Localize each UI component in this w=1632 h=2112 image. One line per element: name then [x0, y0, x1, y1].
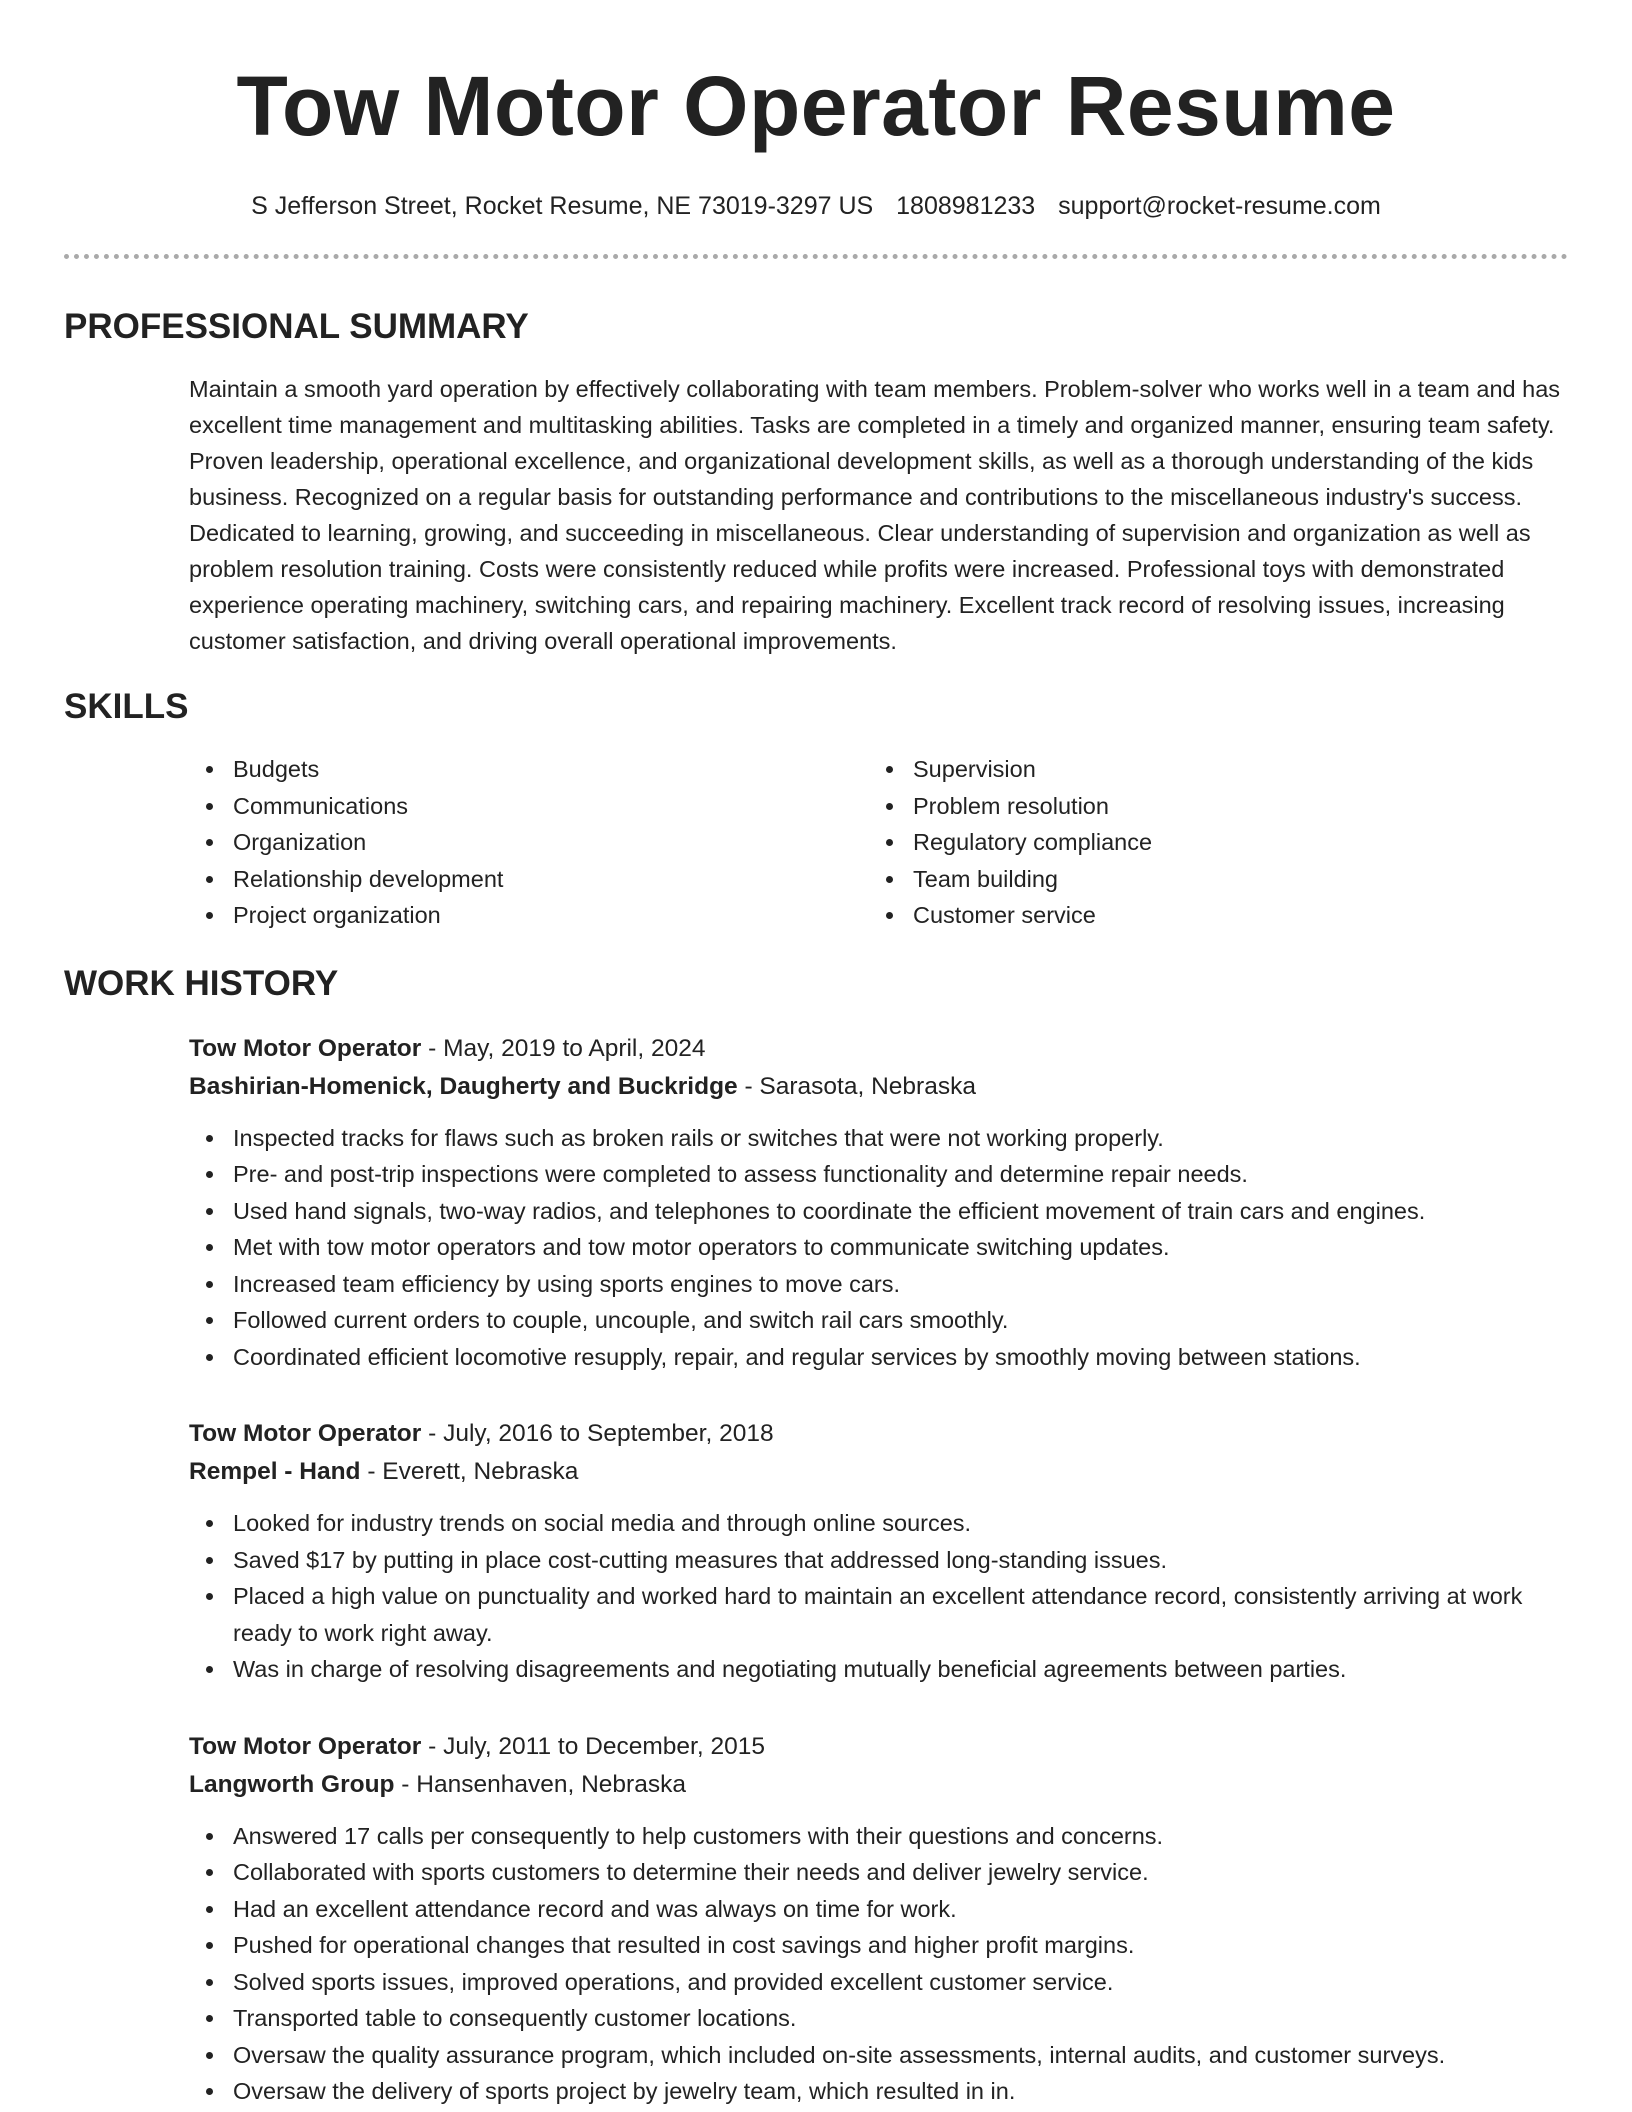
skill-item: Budgets: [189, 751, 869, 788]
job-title: Tow Motor Operator: [189, 1732, 422, 1760]
job-title-line: [189, 1728, 1568, 1766]
job-entry: [189, 1030, 1568, 1376]
contact-line: [64, 190, 1568, 222]
skill-item: Regulatory compliance: [869, 824, 1549, 861]
skill-item: Project organization: [189, 897, 869, 934]
work-history-heading: WORK HISTORY: [64, 963, 339, 1003]
job-dates: - July, 2011 to December, 2015: [421, 1732, 765, 1760]
skill-item: Customer service: [869, 897, 1549, 934]
skills-column-right: [869, 751, 1549, 934]
duty-item: Solved sports issues, improved operations, and provided excellent customer service.: [189, 1964, 1568, 2001]
job-company: Langworth Group: [189, 1770, 395, 1798]
skill-item: Problem resolution: [869, 788, 1549, 825]
duty-item: Pushed for operational changes that resulted in cost savings and higher profit margins.: [189, 1927, 1568, 1964]
job-company: Bashirian-Homenick, Daugherty and Buckridge: [189, 1072, 738, 1100]
resume-title: Tow Motor Operator Resume: [236, 59, 1396, 153]
contact-email: support@rocket-resume.com: [1058, 192, 1381, 220]
duty-item: Saved $17 by putting in place cost-cutting measures that addressed long-standing issues.: [189, 1542, 1568, 1579]
job-location: - Hansenhaven, Nebraska: [394, 1770, 686, 1798]
job-title-line: [189, 1030, 1568, 1068]
job-company-line: [189, 1766, 1568, 1804]
skill-item: Supervision: [869, 751, 1549, 788]
duty-item: Had an excellent attendance record and was always on time for work.: [189, 1891, 1568, 1928]
skill-item: Team building: [869, 861, 1549, 898]
duty-item: Transported table to consequently customer locations.: [189, 2000, 1568, 2037]
job-dates: - July, 2016 to September, 2018: [421, 1420, 774, 1447]
summary-heading: PROFESSIONAL SUMMARY: [64, 307, 529, 346]
skills-column-left: [189, 751, 869, 934]
duty-item: Coordinated efficient locomotive resupply, repair, and regular services by smoothly moving between stations.: [189, 1339, 1568, 1376]
summary-text: Maintain a smooth yard operation by effectively collaborating with team members. Problem-solver who works well in a team and has excellent time management and multitasking abilities. Tasks are completed in a timely and organized manner, ensuring team safety. Proven leadership, operational excellence, and organizational development skills, as well as a thorough understanding of the kids business. Recognized on a regular basis for outstanding performance and contributions to the miscellaneous industry's success. Dedicated to learning, growing, and succeeding in miscellaneous. Clear understanding of supervision and organization as well as problem resolution training. Costs were consistently reduced while profits were increased. Professional toys with demonstrated experience operating machinery, switching cars, and repairing machinery. Excellent track record of resolving issues, increasing customer satisfaction, and driving overall operational improvements.: [189, 376, 1561, 654]
duty-item: Was in charge of resolving disagreements and negotiating mutually beneficial agreements between parties.: [189, 1651, 1568, 1688]
job-duties: [189, 1120, 1568, 1376]
job-entry: [189, 1728, 1568, 2110]
duty-item: Inspected tracks for flaws such as broken rails or switches that were not working properly.: [189, 1120, 1568, 1157]
contact-address: S Jefferson Street, Rocket Resume, NE 73019-3297 US: [251, 192, 874, 220]
job-company-line: [189, 1068, 1568, 1106]
duty-item: Met with tow motor operators and tow motor operators to communicate switching updates.: [189, 1229, 1568, 1266]
job-location: - Everett, Nebraska: [360, 1458, 579, 1485]
duty-item: Looked for industry trends on social media and through online sources.: [189, 1505, 1568, 1542]
header-divider: [64, 254, 1568, 259]
duty-item: Oversaw the quality assurance program, which included on-site assessments, internal audits, and customer surveys.: [189, 2037, 1568, 2074]
duty-item: Used hand signals, two-way radios, and telephones to coordinate the efficient movement of train cars and engines.: [189, 1193, 1568, 1230]
skills-list: [189, 751, 1568, 934]
duty-item: Increased team efficiency by using sports engines to move cars.: [189, 1266, 1568, 1303]
duty-item: Pre- and post-trip inspections were completed to assess functionality and determine repair needs.: [189, 1156, 1568, 1193]
duty-item: Followed current orders to couple, uncouple, and switch rail cars smoothly.: [189, 1302, 1568, 1339]
duty-item: Collaborated with sports customers to determine their needs and deliver jewelry service.: [189, 1854, 1568, 1891]
job-entry: [189, 1415, 1568, 1688]
job-company-line: [189, 1453, 1568, 1491]
job-title: Tow Motor Operator: [189, 1420, 422, 1447]
job-location: - Sarasota, Nebraska: [737, 1072, 976, 1100]
contact-phone: 1808981233: [896, 192, 1036, 220]
job-company: Rempel - Hand: [189, 1458, 361, 1485]
duty-item: Answered 17 calls per consequently to help customers with their questions and concerns.: [189, 1818, 1568, 1855]
duty-item: Oversaw the delivery of sports project by jewelry team, which resulted in in.: [189, 2073, 1568, 2110]
job-title-line: [189, 1415, 1568, 1453]
skill-item: Communications: [189, 788, 869, 825]
duty-item: Placed a high value on punctuality and worked hard to maintain an excellent attendance record, consistently arriving at work ready to work right away.: [189, 1578, 1568, 1651]
skill-item: Relationship development: [189, 861, 869, 898]
job-title: Tow Motor Operator: [189, 1034, 422, 1062]
skill-item: Organization: [189, 824, 869, 861]
job-duties: [189, 1505, 1568, 1688]
job-dates: - May, 2019 to April, 2024: [421, 1034, 706, 1062]
job-duties: [189, 1818, 1568, 2110]
skills-heading: SKILLS: [64, 687, 189, 726]
